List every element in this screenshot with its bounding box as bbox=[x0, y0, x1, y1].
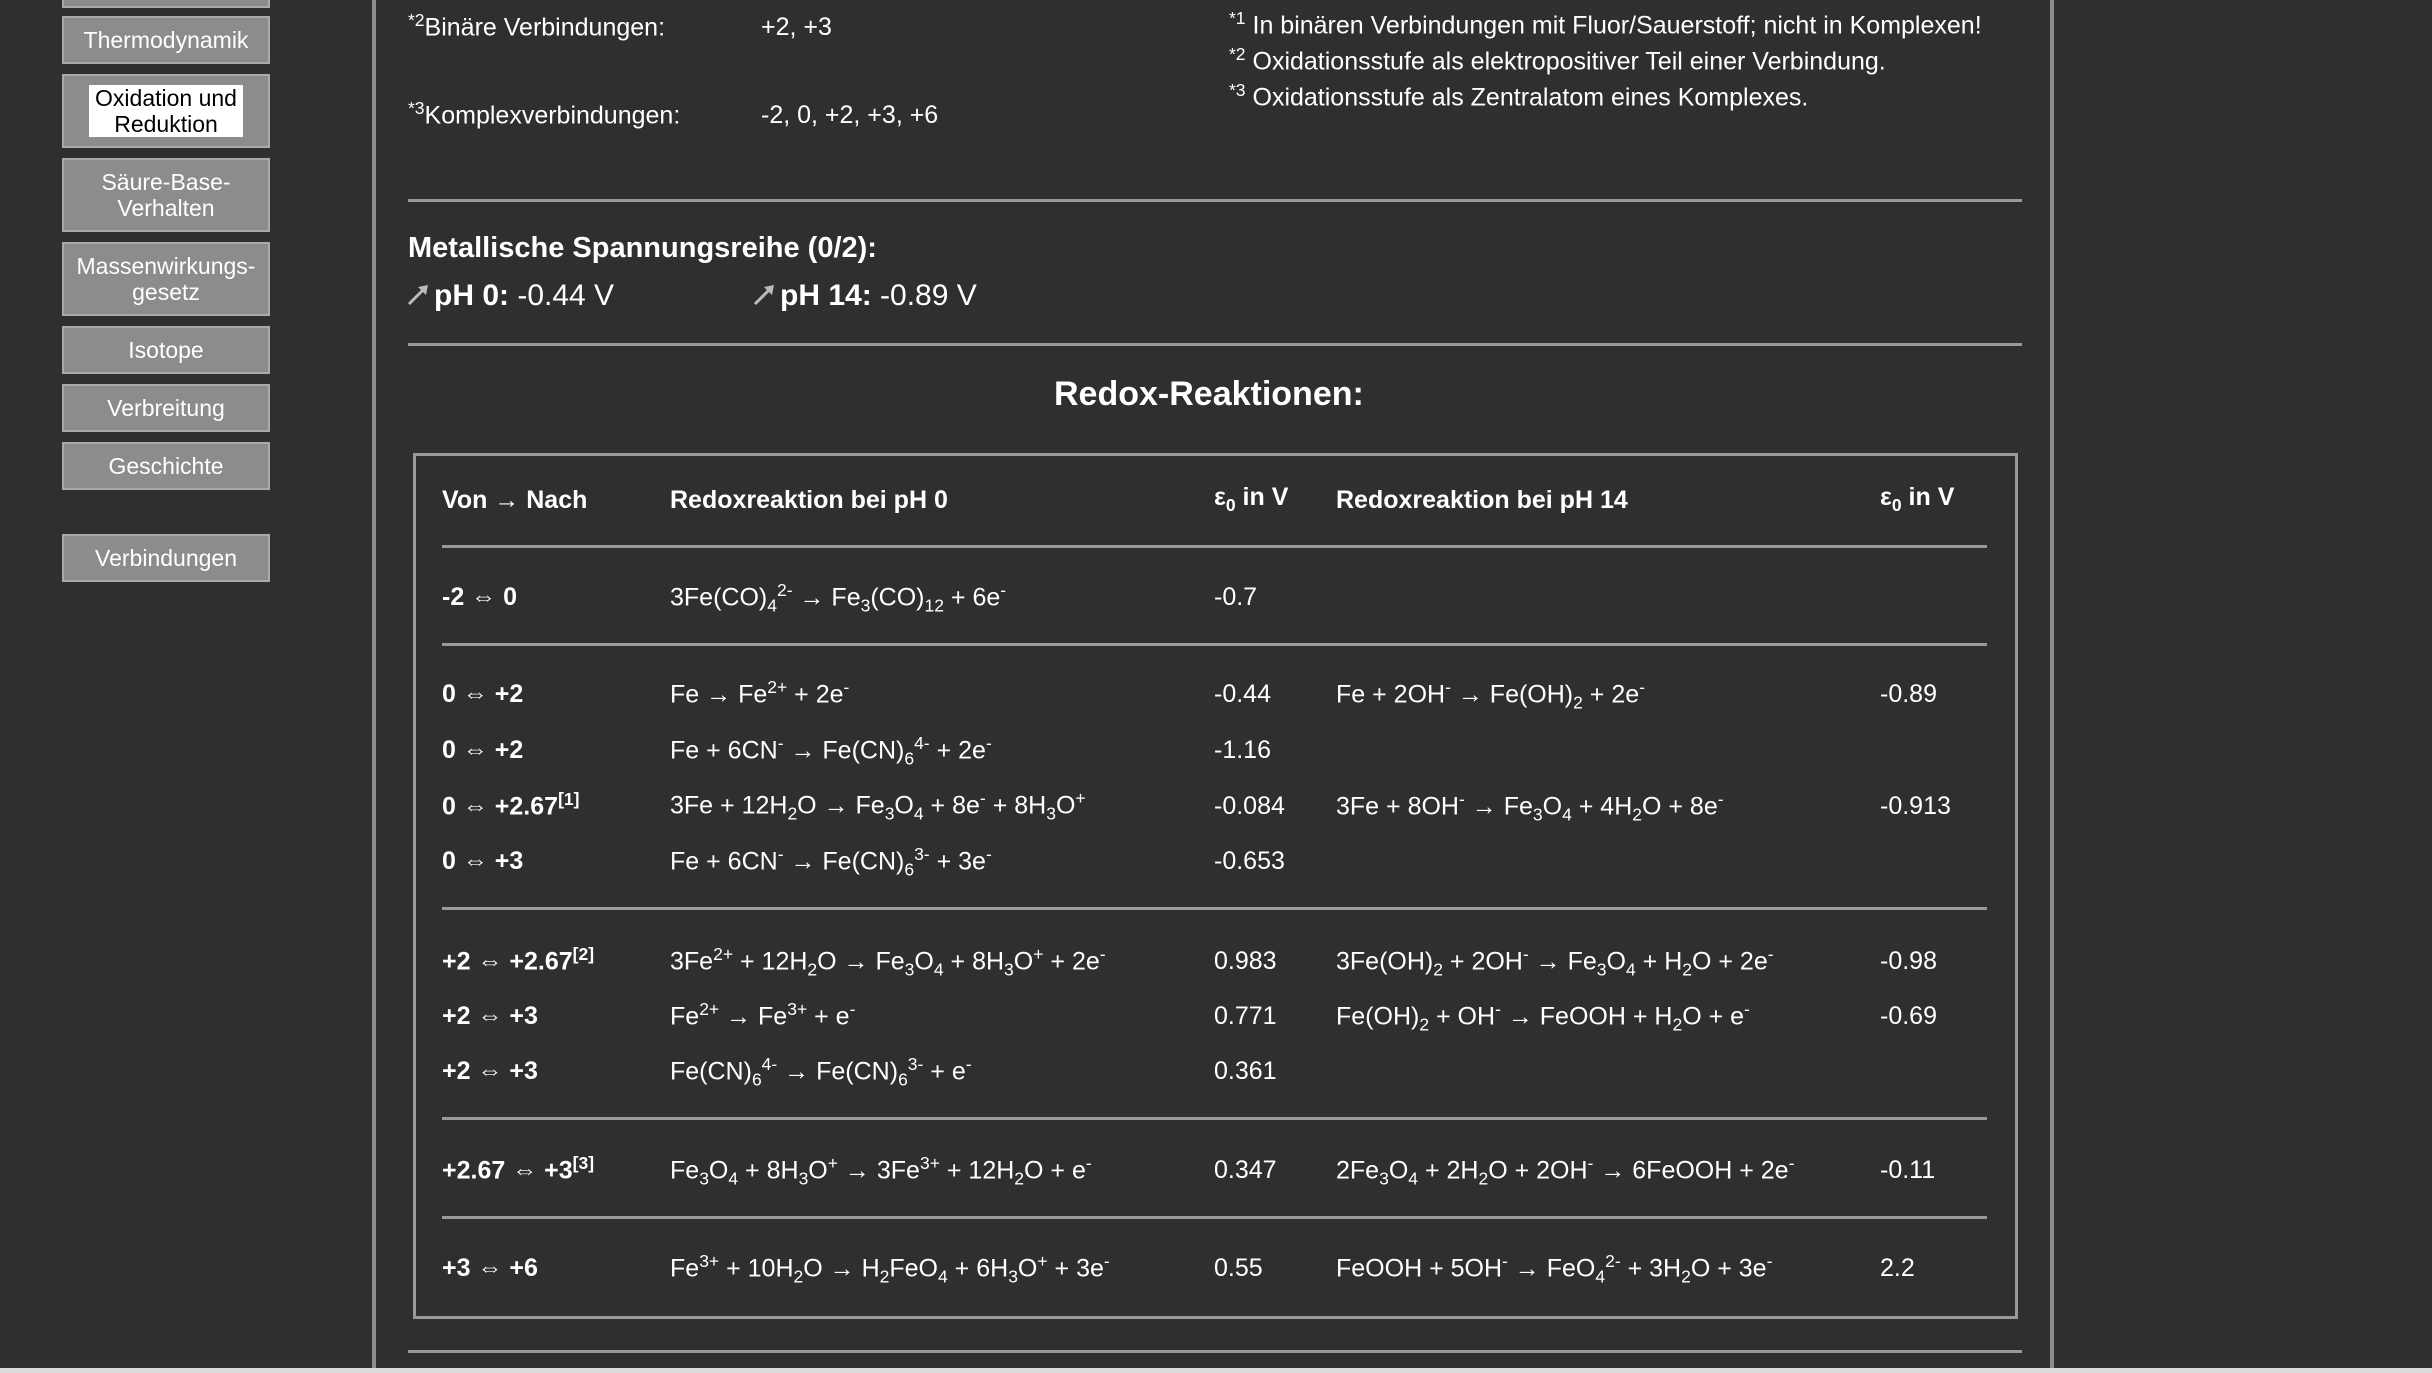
sidebar-item-label: Thermodynamik bbox=[83, 27, 249, 53]
row-separator bbox=[442, 1117, 1987, 1120]
content-border-left bbox=[372, 0, 376, 1373]
sidebar-item-verbreitung[interactable] bbox=[62, 384, 270, 432]
sidebar-item-label: Verbreitung bbox=[107, 395, 225, 421]
sidebar-item-geschichte[interactable] bbox=[62, 442, 270, 490]
divider bbox=[408, 199, 2022, 202]
arrow-icon bbox=[752, 283, 776, 307]
table-row-von-nach: 0 ⇔ +2 bbox=[442, 736, 524, 764]
ph0-potential: pH 0: -0.44 V bbox=[406, 279, 614, 313]
table-row-von-nach: +2 ⇔ +3 bbox=[442, 1057, 538, 1085]
table-row-e0-ph0: -0.084 bbox=[1214, 792, 1285, 820]
table-row-e0-ph0: -0.653 bbox=[1214, 847, 1285, 875]
row-separator bbox=[442, 545, 1987, 548]
table-row-e0-ph0: 0.983 bbox=[1214, 947, 1277, 975]
complex-compounds-value: -2, 0, +2, +3, +6 bbox=[761, 101, 939, 129]
header-e0-ph0: $\varepsilon_0$ in V bbox=[1214, 483, 1289, 515]
table-row-von-nach: +2 ⇔ +2.67[2] bbox=[442, 944, 595, 976]
table-row-reaction-ph0: $3Fe + 12H_2O \to Fe_3O_4 + 8e^- + 8H_3O^+$ bbox=[670, 788, 1086, 824]
sidebar-item-label: Verbindungen bbox=[95, 545, 237, 571]
table-row-reaction-ph14: FeOOH + $5OH^- \to FeO_4^{2-} + 3H_2O + 3e^-$ bbox=[1336, 1251, 1773, 1287]
binary-compounds-label: $^{*2}$Binäre Verbindungen: bbox=[408, 10, 666, 42]
table-row-e0-ph0: -0.7 bbox=[1214, 583, 1258, 611]
table-row-reaction-ph14: $3Fe + 8OH^- \to Fe_3O_4 + 4H_2O + 8e^-$ bbox=[1336, 789, 1724, 825]
table-row-reaction-ph0: $Fe^{2+} \to Fe^{3+} + e^-$ bbox=[670, 999, 856, 1031]
table-row-e0-ph14: -0.89 bbox=[1880, 680, 1937, 708]
table-row-von-nach: +2.67 ⇔ +3[3] bbox=[442, 1153, 595, 1185]
sidebar-item-massenwirkungsgesetz[interactable] bbox=[62, 242, 270, 316]
arrow-icon bbox=[406, 283, 430, 307]
table-row-von-nach: +3 ⇔ +6 bbox=[442, 1254, 538, 1282]
table-row-von-nach: -2 ⇔ 0 bbox=[442, 583, 518, 611]
table-row-reaction-ph0: $Fe_3O_4 + 8H_3O^+ \to 3Fe^{3+} + 12H_2O + e^-$ bbox=[670, 1153, 1092, 1189]
table-row-reaction-ph14: $Fe(OH)_2 + OH^-$ → FeOOH + $H_2O + e^-$ bbox=[1336, 999, 1750, 1035]
sidebar-item-oxidation-reduktion[interactable] bbox=[62, 74, 270, 148]
row-separator bbox=[442, 1216, 1987, 1219]
sidebar-item-label: Oxidation und Reduktion bbox=[89, 85, 243, 137]
sidebar-item-label: Geschichte bbox=[108, 453, 224, 479]
table-row-von-nach: 0 ⇔ +2 bbox=[442, 680, 524, 708]
header-ph0: Redoxreaktion bei pH 0 bbox=[670, 486, 948, 514]
table-row-e0-ph0: 0.771 bbox=[1214, 1002, 1277, 1030]
table-row-reaction-ph0: $Fe(CN)_6^{4-} \to Fe(CN)_6^{3-} + e^-$ bbox=[670, 1054, 972, 1090]
sidebar-item-label: Massenwirkungs-gesetz bbox=[76, 253, 256, 305]
spannungsreihe-title: Metallische Spannungsreihe (0/2): bbox=[408, 232, 877, 264]
table-row-e0-ph0: 0.347 bbox=[1214, 1156, 1277, 1184]
table-row-von-nach: +2 ⇔ +3 bbox=[442, 1002, 538, 1030]
table-row-von-nach: 0 ⇔ +2.67[1] bbox=[442, 789, 580, 821]
table-row-reaction-ph0: $3Fe(CO)_4^{2-} \to Fe_3(CO)_{12} + 6e^-$ bbox=[670, 580, 1007, 616]
header-ph14: Redoxreaktion bei pH 14 bbox=[1336, 486, 1628, 514]
table-row-reaction-ph0: $Fe^{3+} + 10H_2O \to H_2FeO_4 + 6H_3O^+ + 3e^-$ bbox=[670, 1251, 1110, 1287]
binary-compounds-value: +2, +3 bbox=[761, 13, 832, 41]
divider bbox=[408, 1350, 2022, 1353]
table-row-reaction-ph14: $2Fe_3O_4 + 2H_2O + 2OH^-$ → 6FeOOH + 2e- bbox=[1336, 1153, 1795, 1189]
header-e0-ph14: $\varepsilon_0$ in V bbox=[1880, 483, 1955, 515]
table-row-e0-ph14: -0.913 bbox=[1880, 792, 1951, 820]
sidebar-item-isotope[interactable] bbox=[62, 326, 270, 374]
sidebar-item-verbindungen[interactable] bbox=[62, 534, 270, 582]
footnote-1: $^{*1}$ In binären Verbindungen mit Fluor/Sauerstoff; nicht in Komplexen! bbox=[1229, 8, 1982, 40]
sidebar bbox=[0, 0, 372, 1373]
complex-compounds-label: $^{*3}$Komplexverbindungen: bbox=[408, 98, 681, 130]
sidebar-item-saeure-base[interactable] bbox=[62, 158, 270, 232]
bottom-border bbox=[0, 1368, 2432, 1373]
footnote-3: $^{*3}$ Oxidationsstufe als Zentralatom eines Komplexes. bbox=[1229, 80, 1809, 112]
footnote-2: $^{*2}$ Oxidationsstufe als elektropositiver Teil einer Verbindung. bbox=[1229, 44, 1886, 76]
table-row-reaction-ph14: $3Fe(OH)_2 + 2OH^- \to Fe_3O_4 + H_2O + 2e^-$ bbox=[1336, 944, 1774, 980]
table-row-e0-ph14: -0.11 bbox=[1880, 1156, 1936, 1184]
footnote-mark: *2 bbox=[408, 10, 425, 30]
footnote-mark: *3 bbox=[408, 98, 425, 118]
row-separator bbox=[442, 643, 1987, 646]
table-row-e0-ph14: -0.98 bbox=[1880, 947, 1937, 975]
row-separator bbox=[442, 907, 1987, 910]
table-row-e0-ph0: 0.361 bbox=[1214, 1057, 1277, 1085]
table-row-e0-ph0: 0.55 bbox=[1214, 1254, 1263, 1282]
table-row-e0-ph0: -1.16 bbox=[1214, 736, 1271, 764]
sidebar-item-thermodynamik[interactable] bbox=[62, 16, 270, 64]
table-row-reaction-ph0: $Fe + 6CN^- \to Fe(CN)_6^{3-} + 3e^-$ bbox=[670, 844, 992, 880]
content-border-right bbox=[2050, 0, 2054, 1373]
table-row-e0-ph14: 2.2 bbox=[1880, 1254, 1915, 1282]
table-row-reaction-ph0: $Fe \to Fe^{2+} + 2e^-$ bbox=[670, 677, 850, 709]
table-row-reaction-ph0: $3Fe^{2+} + 12H_2O \to Fe_3O_4 + 8H_3O^+ + 2e^-$ bbox=[670, 944, 1106, 980]
sidebar-item-label: Isotope bbox=[128, 337, 204, 363]
table-row-e0-ph0: -0.44 bbox=[1214, 680, 1271, 708]
table-row-reaction-ph14: $Fe + 2OH^- \to Fe(OH)_2 + 2e^-$ bbox=[1336, 677, 1645, 713]
ph14-potential: pH 14: -0.89 V bbox=[752, 279, 977, 313]
table-row-e0-ph14: -0.69 bbox=[1880, 1002, 1937, 1030]
sidebar-item-label: Säure-Base-Verhalten bbox=[101, 169, 231, 221]
divider bbox=[408, 343, 2022, 346]
header-von-nach: Von → Nach bbox=[442, 486, 588, 514]
table-row-reaction-ph0: $Fe + 6CN^- \to Fe(CN)_6^{4-} + 2e^-$ bbox=[670, 733, 992, 769]
redox-title: Redox-Reaktionen: bbox=[1054, 375, 1364, 413]
sidebar-item-top-partial[interactable] bbox=[62, 0, 270, 8]
table-row-von-nach: 0 ⇔ +3 bbox=[442, 847, 524, 875]
